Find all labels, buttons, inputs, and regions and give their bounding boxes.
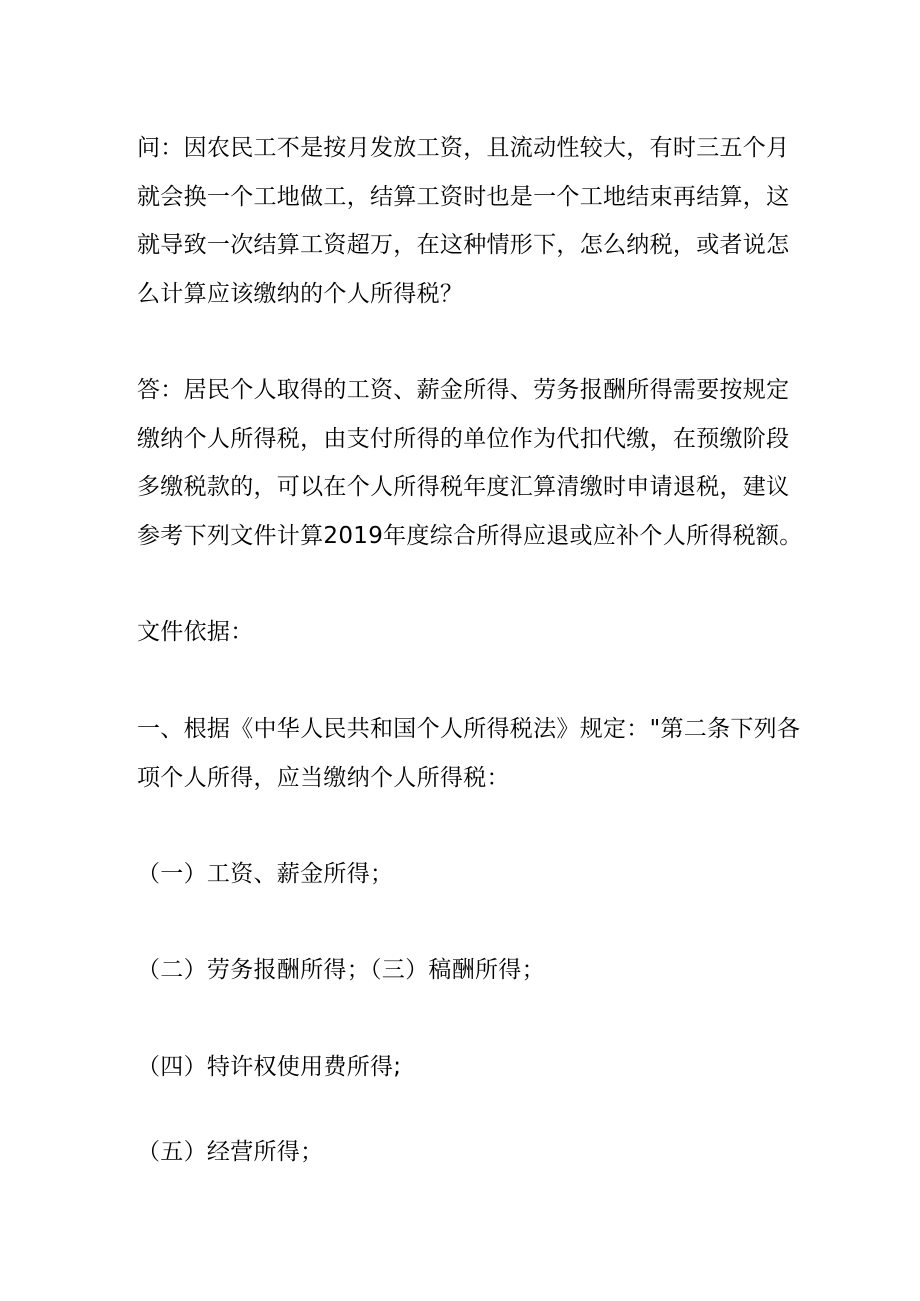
answer-line-2: 缴纳个人所得税，由支付所得的单位作为代扣代缴，在预缴阶段 — [137, 425, 790, 452]
question-line-4: 么计算应该缴纳的个人所得税？ — [137, 280, 464, 307]
document-basis-heading — [137, 608, 797, 657]
list-item-text: （二）劳务报酬所得；（三）稿酬所得； — [137, 957, 545, 983]
answer-line-3: 多缴税款的，可以在个人所得税年度汇算清缴时申请退税，建议 — [137, 474, 790, 500]
list-item-5 — [137, 1128, 797, 1177]
answer-line-4: 参考下列文件计算2019年度综合所得应退或应补个人所得税额。 — [137, 522, 803, 549]
question-line-3: 就导致一次结算工资超万，在这种情形下，怎么纳税，或者说怎 — [137, 232, 790, 258]
list-item-text: （四）特许权使用费所得; — [137, 1054, 402, 1080]
law-line-2: 项个人所得，应当缴纳个人所得税： — [137, 764, 510, 791]
law-line-1: 一、根据《中华人民共和国个人所得税法》规定："第二条下列各 — [137, 716, 801, 742]
answer-paragraph — [137, 366, 803, 560]
list-item-2-3 — [137, 946, 797, 995]
question-paragraph — [137, 124, 797, 318]
list-item-1 — [137, 850, 797, 899]
list-item-text: （一）工资、薪金所得； — [137, 861, 394, 887]
law-paragraph — [137, 705, 801, 802]
question-line-1: 问：因农民工不是按月发放工资，且流动性较大，有时三五个月 — [137, 135, 790, 161]
question-line-2: 就会换一个工地做工，结算工资时也是一个工地结束再结算，这 — [137, 183, 790, 210]
answer-line-1: 答：居民个人取得的工资、薪金所得、劳务报酬所得需要按规定 — [137, 377, 790, 403]
list-item-4 — [137, 1043, 797, 1092]
basis-text: 文件依据： — [137, 619, 254, 645]
list-item-text: （五）经营所得； — [137, 1139, 324, 1165]
